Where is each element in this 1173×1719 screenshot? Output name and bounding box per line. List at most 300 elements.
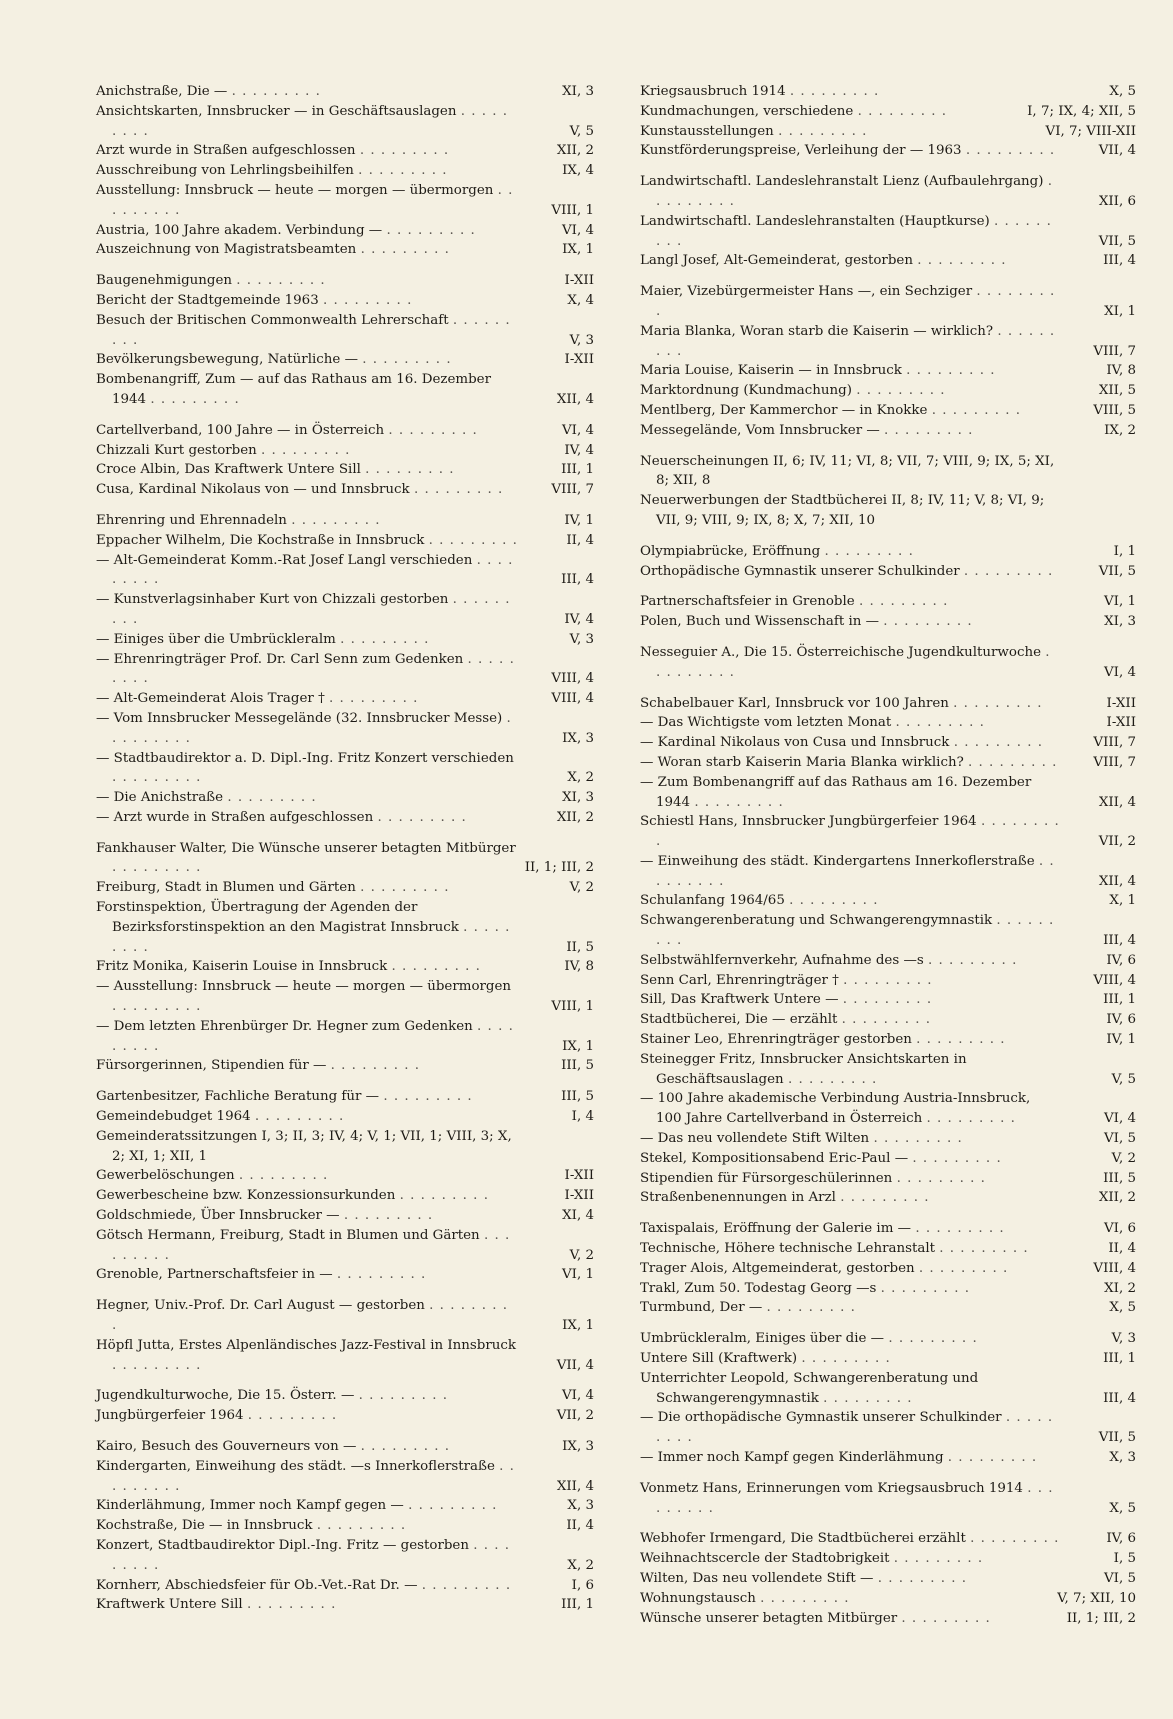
index-group xyxy=(640,82,1136,161)
entry-title: — Vom Innsbrucker Messegelände (32. Innsbrucker Messe) xyxy=(96,710,507,726)
entry-title: Jungbürgerfeier 1964 xyxy=(96,1408,248,1424)
entry-title: Langl Josef, Alt-Gemeinderat, gestorben xyxy=(640,253,918,269)
dot-leader: . . . . . . . . . xyxy=(766,1300,856,1316)
dot-leader: . . . . . . . . . xyxy=(931,402,1022,418)
dot-leader: . . . . . . . . . xyxy=(656,284,1056,319)
entry-reference: VIII, 7 xyxy=(551,482,594,498)
index-entry xyxy=(96,1017,594,1057)
dot-leader: . . . . . . . . . xyxy=(939,1241,1029,1257)
entry-reference: XI, 3 xyxy=(1104,614,1136,630)
entry-reference: IV, 4 xyxy=(564,611,594,627)
index-entry xyxy=(640,1188,1136,1208)
entry-title: Kairo, Besuch des Gouverneurs von — xyxy=(96,1439,361,1454)
index-entry xyxy=(640,1279,1136,1299)
dot-leader: . . . . . . . . . xyxy=(915,1221,1005,1237)
index-group xyxy=(640,1479,1136,1519)
dot-leader: . . . . . . . . . xyxy=(359,143,450,159)
entry-reference: I-XII xyxy=(1106,715,1136,731)
index-entry xyxy=(96,511,594,531)
dot-leader: . . . . . . . . . xyxy=(358,163,448,179)
entry-title: Ausstellung: Innsbruck — heute — morgen — übermorgen xyxy=(96,182,498,198)
dot-leader: . . . . . . . . . xyxy=(912,1150,1002,1166)
dot-leader: . . . . . . . . . xyxy=(877,1570,968,1586)
dot-leader: . . . . . . . . . xyxy=(112,103,509,139)
entry-reference: III, 5 xyxy=(561,1089,594,1105)
index-entry xyxy=(640,322,1136,362)
index-entry xyxy=(640,753,1136,773)
index-entry xyxy=(96,350,594,370)
index-entry xyxy=(640,1219,1136,1239)
entry-reference: VII, 4 xyxy=(1098,143,1136,159)
index-entry xyxy=(640,773,1136,813)
index-entry xyxy=(96,421,594,441)
entry-title: — Stadtbaudirektor a. D. Dipl.-Ing. Fritz Konzert verschieden xyxy=(96,750,514,766)
entry-reference: IV, 8 xyxy=(1106,363,1136,379)
entry-title: Besuch der Britischen Commonwealth Lehrerschaft xyxy=(96,312,453,328)
entry-title: Schulanfang 1964/65 xyxy=(640,893,790,909)
index-group xyxy=(640,694,1136,1209)
entry-title: Austria, 100 Jahre akadem. Verbindung — xyxy=(96,222,387,238)
entry-reference: III, 1 xyxy=(561,1597,594,1613)
entry-title: Trager Alois, Altgemeinderat, gestorben xyxy=(640,1260,919,1276)
dot-leader: . . . . . . . . . xyxy=(236,273,326,289)
dot-leader: . . . . . . . . . xyxy=(656,913,1055,949)
entry-reference: III, 5 xyxy=(561,1058,594,1074)
index-entry xyxy=(640,1129,1136,1149)
index-group xyxy=(640,1219,1136,1318)
entry-title: — Arzt wurde in Straßen aufgeschlossen xyxy=(96,809,378,825)
index-group xyxy=(640,1329,1136,1468)
dot-leader: . . . . . . . . . xyxy=(917,253,1007,269)
entry-title: Umbrückleralm, Einiges über die — xyxy=(640,1331,889,1347)
entry-title: Gemeindebudget 1964 xyxy=(96,1109,255,1125)
entry-reference: XI, 2 xyxy=(1104,1280,1136,1296)
entry-title: — Das neu vollendete Stift Wilten xyxy=(640,1131,874,1147)
index-entry xyxy=(96,898,594,957)
index-entry xyxy=(96,1386,594,1406)
dot-leader: . . . . . . . . . xyxy=(656,174,1053,209)
index-entry xyxy=(640,643,1136,683)
entry-reference: I, 5 xyxy=(1113,1551,1136,1567)
dot-leader: . . . . . . . . . xyxy=(112,312,511,348)
index-entry xyxy=(96,460,594,480)
entry-reference: VIII, 7 xyxy=(1093,735,1136,751)
index-entry xyxy=(96,1336,594,1376)
dot-leader: . . . . . . . . . xyxy=(789,893,879,909)
entry-title: Fürsorgerinnen, Stipendien für — xyxy=(96,1058,331,1074)
index-entry xyxy=(640,891,1136,911)
index-entry xyxy=(96,1265,594,1285)
dot-leader: . . . . . . . . . xyxy=(843,972,933,988)
dot-leader: . . . . . . . . . xyxy=(840,1190,930,1206)
entry-title: — Einweihung des städt. Kindergartens Innerkoflerstraße xyxy=(640,853,1039,869)
entry-title: Schabelbauer Karl, Innsbruck vor 100 Jahren xyxy=(640,695,954,711)
dot-leader: . . . . . . . . . xyxy=(656,644,1051,680)
entry-reference: IV, 1 xyxy=(564,512,594,528)
dot-leader: . . . . . . . . . xyxy=(901,1610,991,1626)
entry-title: Stipendien für Fürsorgeschülerinnen xyxy=(640,1170,897,1186)
entry-title: Bericht der Stadtgemeinde 1963 xyxy=(96,292,323,308)
entry-title: Steinegger Fritz, Innsbrucker Ansichtskarten in Geschäftsauslagen xyxy=(640,1051,967,1087)
entry-reference: IV, 8 xyxy=(564,959,594,975)
entry-title: Bombenangriff, Zum — auf das Rathaus am 16. Dezember 1944 xyxy=(96,372,492,407)
entry-reference: IX, 1 xyxy=(562,1038,594,1054)
index-group xyxy=(96,1437,594,1615)
index-entry xyxy=(640,1030,1136,1050)
dot-leader: . . . . . . . . . xyxy=(112,999,202,1015)
entry-reference: I-XII xyxy=(564,1188,594,1204)
entry-title: Kunstausstellungen xyxy=(640,123,779,139)
entry-title: Straßenbenennungen in Arzl xyxy=(640,1190,841,1206)
dot-leader: . . . . . . . . . xyxy=(261,442,351,458)
index-entry xyxy=(96,311,594,351)
entry-title: Chizzali Kurt gestorben xyxy=(96,442,262,458)
index-entry xyxy=(640,971,1136,991)
entry-reference: VI, 4 xyxy=(1104,664,1136,680)
dot-leader: . . . . . . . . . xyxy=(970,1531,1060,1547)
entry-reference: XII, 6 xyxy=(1098,193,1136,209)
index-group xyxy=(96,421,594,500)
entry-title: Cartellverband, 100 Jahre — in Österreich xyxy=(96,422,389,438)
entry-reference: XI, 3 xyxy=(562,790,594,806)
index-entry xyxy=(96,1186,594,1206)
entry-title: Taxispalais, Eröffnung der Galerie im — xyxy=(640,1221,916,1237)
dot-leader: . . . . . . . . . xyxy=(893,1551,984,1567)
index-entry xyxy=(640,1169,1136,1189)
dot-leader: . . . . . . . . . xyxy=(112,182,514,218)
dot-leader: . . . . . . . . . xyxy=(413,482,504,498)
entry-reference: V, 5 xyxy=(1111,1071,1136,1087)
entry-reference: II, 4 xyxy=(1108,1241,1136,1257)
dot-leader: . . . . . . . . . xyxy=(926,1111,1016,1127)
entry-title: Neuerscheinungen II, 6; IV, 11; VI, 8; VII, 7; VIII, 9; IX, 5; XI, 8; XII, 8 xyxy=(640,453,1055,489)
entry-title: Weihnachtscercle der Stadtobrigkeit xyxy=(640,1551,894,1567)
dot-leader: . . . . . . . . . xyxy=(391,959,481,975)
index-entry xyxy=(96,221,594,241)
entry-title: Gewerbelöschungen xyxy=(96,1168,239,1184)
entry-reference: VIII, 7 xyxy=(1093,343,1136,359)
entry-title: — Die Anichstraße xyxy=(96,790,228,806)
entry-title: Fritz Monika, Kaiserin Louise in Innsbruck xyxy=(96,959,392,975)
entry-title: Maria Blanka, Woran starb die Kaiserin — wirklich? xyxy=(640,323,998,339)
entry-title: Kochstraße, Die — in Innsbruck xyxy=(96,1518,317,1534)
entry-title: Kriegsausbruch 1914 xyxy=(640,84,790,99)
index-entry xyxy=(96,1056,594,1076)
entry-reference: VI, 4 xyxy=(562,422,594,438)
entry-reference: XII, 4 xyxy=(556,1478,594,1494)
index-entry xyxy=(96,977,594,1017)
dot-leader: . . . . . . . . . xyxy=(246,1597,337,1613)
entry-title: — Einiges über die Umbrückleralm xyxy=(96,631,341,647)
entry-reference: I, 6 xyxy=(571,1577,594,1593)
entry-reference: IX, 1 xyxy=(562,1318,594,1334)
entry-reference: VII, 2 xyxy=(556,1408,594,1424)
entry-title: — Woran starb Kaiserin Maria Blanka wirklich? xyxy=(640,754,969,770)
dot-leader: . . . . . . . . . xyxy=(383,1089,473,1105)
entry-title: Kundmachungen, verschiedene xyxy=(640,103,858,119)
entry-reference: VIII, 4 xyxy=(551,671,594,687)
entry-reference: XI, 1 xyxy=(1104,303,1136,319)
entry-reference: II, 4 xyxy=(566,1518,594,1534)
entry-reference: III, 5 xyxy=(1103,1170,1136,1186)
entry-reference: III, 1 xyxy=(1103,1351,1136,1367)
entry-reference: X, 3 xyxy=(1109,1450,1136,1465)
entry-title: Stainer Leo, Ehrenringträger gestorben xyxy=(640,1032,917,1048)
dot-leader: . . . . . . . . . xyxy=(112,1227,511,1263)
index-entry xyxy=(640,122,1136,142)
entry-title: Bevölkerungsbewegung, Natürliche — xyxy=(96,352,363,368)
index-entry xyxy=(640,251,1136,271)
entry-title: — Immer noch Kampf gegen Kinderlähmung xyxy=(640,1450,948,1465)
entry-reference: II, 4 xyxy=(566,532,594,548)
entry-reference: XI, 4 xyxy=(562,1208,594,1224)
index-entry xyxy=(640,911,1136,951)
entry-reference: V, 7; XII, 10 xyxy=(1057,1590,1136,1606)
entry-title: Vonmetz Hans, Erinnerungen vom Kriegsausbruch 1914 xyxy=(640,1480,1028,1496)
index-entry xyxy=(640,562,1136,582)
dot-leader: . . . . . . . . . xyxy=(377,809,467,825)
entry-reference: XII, 4 xyxy=(1098,873,1136,889)
dot-leader: . . . . . . . . . xyxy=(896,1170,986,1186)
entry-title: Konzert, Stadtbaudirektor Dipl.-Ing. Fritz — gestorben xyxy=(96,1537,474,1553)
entry-reference: X, 5 xyxy=(1109,1500,1136,1516)
index-entry xyxy=(640,1479,1136,1519)
dot-leader: . . . . . . . . . xyxy=(112,770,202,786)
entry-reference: X, 4 xyxy=(567,292,594,308)
entry-title: Untere Sill (Kraftwerk) xyxy=(640,1351,802,1367)
entry-reference: IV, 6 xyxy=(1106,1012,1136,1028)
entry-reference: VI, 4 xyxy=(562,1388,594,1404)
entry-title: Neuerwerbungen der Stadtbücherei II, 8; IV, 11; V, 8; VI, 9; VII, 9; VIII, 9; IX, 8; X, 7; XII, 10 xyxy=(640,493,1045,528)
entry-reference: VI, 1 xyxy=(1104,594,1136,610)
entry-title: Grenoble, Partnerschaftsfeier in — xyxy=(96,1267,337,1283)
dot-leader: . . . . . . . . . xyxy=(330,1058,421,1074)
entry-title: — Alt-Gemeinderat Komm.-Rat Josef Langl verschieden xyxy=(96,552,477,568)
dot-leader: . . . . . . . . . xyxy=(883,614,973,630)
entry-reference: VII, 2 xyxy=(1098,834,1136,850)
index-entry xyxy=(640,381,1136,401)
entry-title: Trakl, Zum 50. Todestag Georg —s xyxy=(640,1280,881,1296)
entry-title: — Kardinal Nikolaus von Cusa und Innsbruck xyxy=(640,735,954,751)
dot-leader: . . . . . . . . . xyxy=(365,462,455,478)
dot-leader: . . . . . . . . . xyxy=(360,242,450,258)
entry-title: — Alt-Gemeinderat Alois Trager † xyxy=(96,691,330,707)
dot-leader: . . . . . . . . . xyxy=(150,391,240,407)
index-entry xyxy=(96,82,594,102)
dot-leader: . . . . . . . . . xyxy=(884,422,974,438)
entry-title: Höpfl Jutta, Erstes Alpenländisches Jazz-Festival in Innsbruck xyxy=(96,1337,516,1353)
index-entry xyxy=(640,612,1136,632)
index-entry xyxy=(640,1050,1136,1090)
index-entry xyxy=(640,592,1136,612)
index-entry xyxy=(640,452,1136,492)
index-entry xyxy=(96,161,594,181)
dot-leader: . . . . . . . . . xyxy=(656,1480,1054,1516)
dot-leader: . . . . . . . . . xyxy=(112,710,512,746)
index-entry xyxy=(640,990,1136,1010)
index-group xyxy=(640,172,1136,271)
entry-title: — Ehrenringträger Prof. Dr. Carl Senn zum Gedenken xyxy=(96,651,468,667)
dot-leader: . . . . . . . . . xyxy=(386,222,476,238)
index-entry xyxy=(96,1296,594,1336)
entry-title: Götsch Hermann, Freiburg, Stadt in Blumen und Gärten xyxy=(96,1227,484,1243)
entry-reference: XI, 3 xyxy=(562,84,594,99)
dot-leader: . . . . . . . . . xyxy=(842,992,933,1008)
dot-leader: . . . . . . . . . xyxy=(927,952,1018,968)
entry-title: Wilten, Das neu vollendete Stift — xyxy=(640,1570,878,1586)
entry-title: Gewerbescheine bzw. Konzessionsurkunden xyxy=(96,1188,400,1204)
dot-leader: . . . . . . . . . xyxy=(112,552,514,588)
dot-leader: . . . . . . . . . xyxy=(656,213,1052,249)
entry-title: — Zum Bombenangriff auf das Rathaus am 16. Dezember 1944 xyxy=(640,774,1032,810)
index-group xyxy=(96,271,594,410)
dot-leader: . . . . . . . . . xyxy=(656,853,1055,889)
index-group xyxy=(96,511,594,828)
entry-title: Auszeichnung von Magistratsbeamten xyxy=(96,242,361,258)
index-entry xyxy=(640,1089,1136,1129)
entry-reference: VIII, 1 xyxy=(551,202,594,218)
entry-title: Croce Albin, Das Kraftwerk Untere Sill xyxy=(96,462,366,478)
index-entry xyxy=(96,878,594,898)
dot-leader: . . . . . . . . . xyxy=(895,715,985,731)
entry-reference: VI, 1 xyxy=(562,1267,594,1283)
dot-leader: . . . . . . . . . xyxy=(656,1410,1054,1446)
entry-title: Maria Louise, Kaiserin — in Innsbruck xyxy=(640,363,907,379)
entry-reference: I, 4 xyxy=(571,1109,594,1125)
dot-leader: . . . . . . . . . xyxy=(336,1267,427,1283)
index-entry xyxy=(640,1149,1136,1169)
index-entry xyxy=(640,1369,1136,1409)
dot-leader: . . . . . . . . . xyxy=(428,532,518,548)
index-entry xyxy=(96,141,594,161)
dot-leader: . . . . . . . . . xyxy=(238,1168,329,1184)
index-entry xyxy=(96,650,594,690)
index-entry xyxy=(96,630,594,650)
dot-leader: . . . . . . . . . xyxy=(112,592,511,627)
entry-title: Sill, Das Kraftwerk Untere — xyxy=(640,992,843,1008)
entry-reference: X, 2 xyxy=(567,1557,594,1573)
index-entry xyxy=(640,1349,1136,1369)
dot-leader: . . . . . . . . . xyxy=(247,1408,338,1424)
dot-leader: . . . . . . . . . xyxy=(112,1537,511,1573)
entry-reference: VIII, 4 xyxy=(551,691,594,707)
index-entry xyxy=(96,441,594,461)
entry-title: Ausschreibung von Lehrlingsbeihilfen xyxy=(96,163,359,179)
index-entry xyxy=(96,1536,594,1576)
entry-reference: I, 1 xyxy=(1113,543,1136,559)
index-group xyxy=(640,643,1136,683)
entry-reference: II, 1; III, 2 xyxy=(1066,1610,1136,1626)
entry-reference: III, 1 xyxy=(1103,992,1136,1008)
entry-reference: VIII, 7 xyxy=(1093,754,1136,770)
entry-reference: IX, 3 xyxy=(562,1439,594,1454)
dot-leader: . . . . . . . . . xyxy=(963,563,1054,579)
index-entry xyxy=(96,808,594,828)
index-entry xyxy=(96,1437,594,1457)
index-entry xyxy=(640,713,1136,733)
index-entry xyxy=(96,551,594,591)
entry-reference: VI, 5 xyxy=(1104,1570,1136,1586)
entry-reference: V, 3 xyxy=(569,332,594,348)
entry-title: — Ausstellung: Innsbruck — heute — morgen — übermorgen xyxy=(96,979,512,995)
index-entry xyxy=(96,1166,594,1186)
entry-reference: IX, 2 xyxy=(1104,422,1136,438)
dot-leader: . . . . . . . . . xyxy=(858,594,949,610)
index-entry xyxy=(640,852,1136,892)
entry-title: — 100 Jahre akademische Verbindung Austria-Innsbruck, 100 Jahre Cartellverband in Österreich xyxy=(640,1091,1031,1127)
entry-reference: V, 2 xyxy=(569,1247,594,1263)
dot-leader: . . . . . . . . . xyxy=(965,143,1056,159)
index-entry xyxy=(640,1298,1136,1318)
entry-title: — Dem letzten Ehrenbürger Dr. Hegner zum Gedenken xyxy=(96,1018,478,1034)
entry-reference: XII, 2 xyxy=(556,143,594,159)
index-entry xyxy=(96,689,594,709)
entry-title: Eppacher Wilhelm, Die Kochstraße in Innsbruck xyxy=(96,532,429,548)
entry-title: Technische, Höhere technische Lehranstalt xyxy=(640,1241,940,1257)
index-entry xyxy=(96,531,594,551)
dot-leader: . . . . . . . . . xyxy=(916,1032,1006,1048)
entry-reference: V, 3 xyxy=(569,631,594,647)
entry-title: Polen, Buch und Wissenschaft in — xyxy=(640,614,884,630)
index-entry xyxy=(96,1206,594,1226)
dot-leader: . . . . . . . . . xyxy=(953,695,1043,711)
dot-leader: . . . . . . . . . xyxy=(888,1331,978,1347)
index-entry xyxy=(640,1549,1136,1569)
entry-title: Kinderlähmung, Immer noch Kampf gegen — xyxy=(96,1498,409,1514)
index-entry xyxy=(96,590,594,630)
entry-reference: VII, 5 xyxy=(1098,233,1136,249)
entry-reference: VI, 6 xyxy=(1104,1221,1136,1237)
entry-title: Cusa, Kardinal Nikolaus von — und Innsbruck xyxy=(96,482,414,498)
index-entry xyxy=(640,1569,1136,1589)
index-entry xyxy=(640,733,1136,753)
entry-title: Partnerschaftsfeier in Grenoble xyxy=(640,594,859,610)
entry-title: Orthopädische Gymnastik unserer Schulkinder xyxy=(640,563,964,579)
index-group xyxy=(96,1296,594,1375)
index-entry xyxy=(640,812,1136,852)
entry-title: Landwirtschaftl. Landeslehranstalt Lienz (Aufbaulehrgang) xyxy=(640,174,1048,190)
dot-leader: . . . . . . . . . xyxy=(421,1577,512,1593)
index-entry xyxy=(96,1127,594,1167)
entry-reference: IV, 4 xyxy=(564,442,594,458)
entry-reference: III, 4 xyxy=(561,572,594,588)
index-group xyxy=(96,839,594,1077)
entry-title: Forstinspektion, Übertragung der Agenden der Bezirksforstinspektion an den Magistrat Innsbruck xyxy=(96,900,464,935)
index-entry xyxy=(640,1408,1136,1448)
dot-leader: . . . . . . . . . xyxy=(112,1298,509,1334)
entry-reference: III, 4 xyxy=(1103,933,1136,949)
entry-reference: II, 5 xyxy=(566,939,594,955)
index-group xyxy=(640,592,1136,632)
index-entry xyxy=(640,1448,1136,1468)
dot-leader: . . . . . . . . . xyxy=(322,292,413,308)
index-entry xyxy=(640,361,1136,381)
dot-leader: . . . . . . . . . xyxy=(112,1018,514,1054)
entry-title: — Kunstverlagsinhaber Kurt von Chizzali gestorben xyxy=(96,592,453,608)
entry-title: Unterrichter Leopold, Schwangerenberatung und Schwangerengymnastik xyxy=(640,1370,979,1406)
dot-leader: . . . . . . . . . xyxy=(857,103,947,119)
dot-leader: . . . . . . . . . xyxy=(953,735,1044,751)
dot-leader: . . . . . . . . . xyxy=(408,1498,498,1514)
index-entry xyxy=(640,1609,1136,1629)
dot-leader: . . . . . . . . . xyxy=(656,814,1060,850)
entry-title: Fankhauser Walter, Die Wünsche unserer betagten Mitbürger xyxy=(96,840,516,856)
entry-reference: I-XII xyxy=(564,1168,594,1184)
index-group xyxy=(96,1087,594,1285)
entry-title: Nesseguier A., Die 15. Österreichische Jugendkulturwoche xyxy=(640,644,1046,660)
dot-leader: . . . . . . . . . xyxy=(787,1071,878,1087)
entry-reference: VIII, 4 xyxy=(1093,972,1136,988)
